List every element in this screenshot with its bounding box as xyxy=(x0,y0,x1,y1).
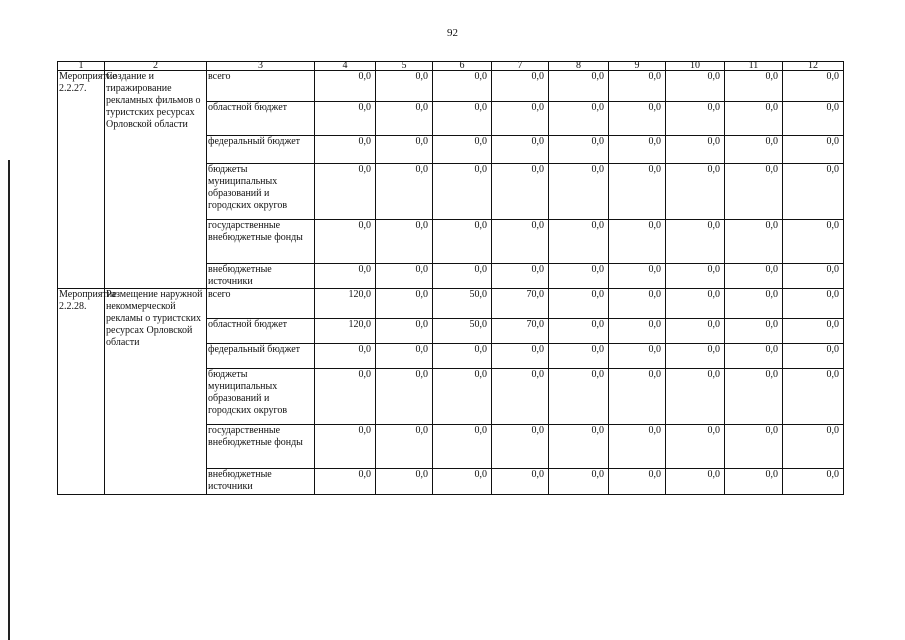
value-cell: 0,0 xyxy=(609,136,666,164)
value-cell: 120,0 xyxy=(315,319,376,344)
table-row xyxy=(58,71,844,102)
funding-source: областной бюджет xyxy=(207,319,315,344)
value-cell: 0,0 xyxy=(492,164,549,220)
value-cell: 0,0 xyxy=(492,369,549,425)
funding-source: государственные внебюджетные фонды xyxy=(207,220,315,264)
value-cell: 0,0 xyxy=(666,102,725,136)
value-cell: 0,0 xyxy=(433,136,492,164)
value-cell: 0,0 xyxy=(666,469,725,495)
value-cell: 50,0 xyxy=(433,319,492,344)
funding-source: бюджеты муниципальных образований и городских округов xyxy=(207,369,315,425)
value-cell: 0,0 xyxy=(783,289,844,319)
value-cell: 0,0 xyxy=(315,164,376,220)
value-cell: 0,0 xyxy=(433,469,492,495)
header-cell: 5 xyxy=(376,62,433,71)
value-cell: 70,0 xyxy=(492,319,549,344)
value-cell: 0,0 xyxy=(725,164,783,220)
header-cell: 7 xyxy=(492,62,549,71)
value-cell: 0,0 xyxy=(609,164,666,220)
funding-source: всего xyxy=(207,289,315,319)
value-cell: 0,0 xyxy=(666,289,725,319)
value-cell: 0,0 xyxy=(549,369,609,425)
funding-source: государственные внебюджетные фонды xyxy=(207,425,315,469)
value-cell: 0,0 xyxy=(783,369,844,425)
table-row xyxy=(58,289,844,319)
value-cell: 0,0 xyxy=(666,264,725,289)
funding-source: всего xyxy=(207,71,315,102)
value-cell: 0,0 xyxy=(492,102,549,136)
page-number: 92 xyxy=(447,27,458,39)
header-cell: 1 xyxy=(58,62,105,71)
value-cell: 0,0 xyxy=(492,220,549,264)
page-left-edge xyxy=(8,160,10,640)
value-cell: 0,0 xyxy=(376,71,433,102)
value-cell: 0,0 xyxy=(549,319,609,344)
value-cell: 0,0 xyxy=(783,164,844,220)
value-cell: 0,0 xyxy=(376,425,433,469)
value-cell: 0,0 xyxy=(783,136,844,164)
value-cell: 0,0 xyxy=(315,71,376,102)
value-cell: 0,0 xyxy=(725,220,783,264)
value-cell: 0,0 xyxy=(783,344,844,369)
value-cell: 0,0 xyxy=(433,71,492,102)
value-cell: 0,0 xyxy=(433,102,492,136)
table-body xyxy=(58,62,844,495)
value-cell: 0,0 xyxy=(492,136,549,164)
value-cell: 0,0 xyxy=(783,220,844,264)
value-cell: 0,0 xyxy=(433,425,492,469)
value-cell: 0,0 xyxy=(666,71,725,102)
header-cell: 4 xyxy=(315,62,376,71)
value-cell: 0,0 xyxy=(725,469,783,495)
value-cell: 0,0 xyxy=(725,319,783,344)
value-cell: 0,0 xyxy=(376,264,433,289)
value-cell: 0,0 xyxy=(549,220,609,264)
value-cell: 0,0 xyxy=(609,71,666,102)
value-cell: 0,0 xyxy=(609,425,666,469)
funding-source: бюджеты муниципальных образований и городских округов xyxy=(207,164,315,220)
value-cell: 0,0 xyxy=(376,220,433,264)
value-cell: 0,0 xyxy=(783,469,844,495)
value-cell: 0,0 xyxy=(666,344,725,369)
header-cell: 3 xyxy=(207,62,315,71)
event-code: Мероприятие 2.2.27. xyxy=(58,71,105,289)
value-cell: 0,0 xyxy=(609,469,666,495)
header-cell: 11 xyxy=(725,62,783,71)
value-cell: 0,0 xyxy=(666,369,725,425)
value-cell: 0,0 xyxy=(492,425,549,469)
value-cell: 0,0 xyxy=(433,220,492,264)
value-cell: 0,0 xyxy=(609,289,666,319)
value-cell: 0,0 xyxy=(609,220,666,264)
value-cell: 0,0 xyxy=(315,344,376,369)
value-cell: 0,0 xyxy=(666,220,725,264)
value-cell: 0,0 xyxy=(666,164,725,220)
value-cell: 0,0 xyxy=(315,369,376,425)
value-cell: 0,0 xyxy=(376,369,433,425)
value-cell: 0,0 xyxy=(666,319,725,344)
value-cell: 0,0 xyxy=(433,369,492,425)
header-cell: 12 xyxy=(783,62,844,71)
header-cell: 6 xyxy=(433,62,492,71)
value-cell: 0,0 xyxy=(492,71,549,102)
value-cell: 0,0 xyxy=(492,264,549,289)
event-name: Размещение наружной некоммерческой рекламы о туристских ресурсах Орловской области xyxy=(105,289,207,495)
value-cell: 0,0 xyxy=(725,289,783,319)
funding-source: внебюджетные источники xyxy=(207,469,315,495)
value-cell: 0,0 xyxy=(725,425,783,469)
value-cell: 0,0 xyxy=(376,136,433,164)
value-cell: 0,0 xyxy=(549,425,609,469)
funding-source: внебюджетные источники xyxy=(207,264,315,289)
header-cell: 2 xyxy=(105,62,207,71)
funding-source: федеральный бюджет xyxy=(207,344,315,369)
header-row xyxy=(58,62,844,71)
value-cell: 0,0 xyxy=(549,164,609,220)
value-cell: 0,0 xyxy=(315,425,376,469)
value-cell: 0,0 xyxy=(492,469,549,495)
value-cell: 50,0 xyxy=(433,289,492,319)
value-cell: 0,0 xyxy=(549,102,609,136)
value-cell: 0,0 xyxy=(433,264,492,289)
value-cell: 120,0 xyxy=(315,289,376,319)
value-cell: 0,0 xyxy=(725,136,783,164)
value-cell: 0,0 xyxy=(549,71,609,102)
value-cell: 0,0 xyxy=(609,319,666,344)
value-cell: 0,0 xyxy=(549,289,609,319)
value-cell: 0,0 xyxy=(376,164,433,220)
value-cell: 0,0 xyxy=(549,344,609,369)
value-cell: 0,0 xyxy=(376,319,433,344)
value-cell: 0,0 xyxy=(725,369,783,425)
header-cell: 8 xyxy=(549,62,609,71)
funding-source: областной бюджет xyxy=(207,102,315,136)
value-cell: 0,0 xyxy=(315,136,376,164)
value-cell: 0,0 xyxy=(783,425,844,469)
value-cell: 0,0 xyxy=(783,102,844,136)
value-cell: 0,0 xyxy=(315,264,376,289)
value-cell: 0,0 xyxy=(433,164,492,220)
value-cell: 0,0 xyxy=(666,136,725,164)
value-cell: 70,0 xyxy=(492,289,549,319)
value-cell: 0,0 xyxy=(725,102,783,136)
value-cell: 0,0 xyxy=(609,102,666,136)
value-cell: 0,0 xyxy=(433,344,492,369)
value-cell: 0,0 xyxy=(609,369,666,425)
value-cell: 0,0 xyxy=(783,264,844,289)
value-cell: 0,0 xyxy=(376,344,433,369)
value-cell: 0,0 xyxy=(315,469,376,495)
value-cell: 0,0 xyxy=(666,425,725,469)
event-code: Мероприятие 2.2.28. xyxy=(58,289,105,495)
value-cell: 0,0 xyxy=(549,264,609,289)
value-cell: 0,0 xyxy=(376,289,433,319)
value-cell: 0,0 xyxy=(315,220,376,264)
value-cell: 0,0 xyxy=(783,319,844,344)
value-cell: 0,0 xyxy=(492,344,549,369)
value-cell: 0,0 xyxy=(725,344,783,369)
header-cell: 10 xyxy=(666,62,725,71)
funding-source: федеральный бюджет xyxy=(207,136,315,164)
value-cell: 0,0 xyxy=(549,136,609,164)
budget-table xyxy=(57,61,844,495)
value-cell: 0,0 xyxy=(725,71,783,102)
value-cell: 0,0 xyxy=(783,71,844,102)
value-cell: 0,0 xyxy=(549,469,609,495)
value-cell: 0,0 xyxy=(725,264,783,289)
value-cell: 0,0 xyxy=(376,469,433,495)
value-cell: 0,0 xyxy=(609,344,666,369)
header-cell: 9 xyxy=(609,62,666,71)
event-name: Создание и тиражирование рекламных фильмов о туристских ресурсах Орловской области xyxy=(105,71,207,289)
value-cell: 0,0 xyxy=(376,102,433,136)
value-cell: 0,0 xyxy=(315,102,376,136)
value-cell: 0,0 xyxy=(609,264,666,289)
